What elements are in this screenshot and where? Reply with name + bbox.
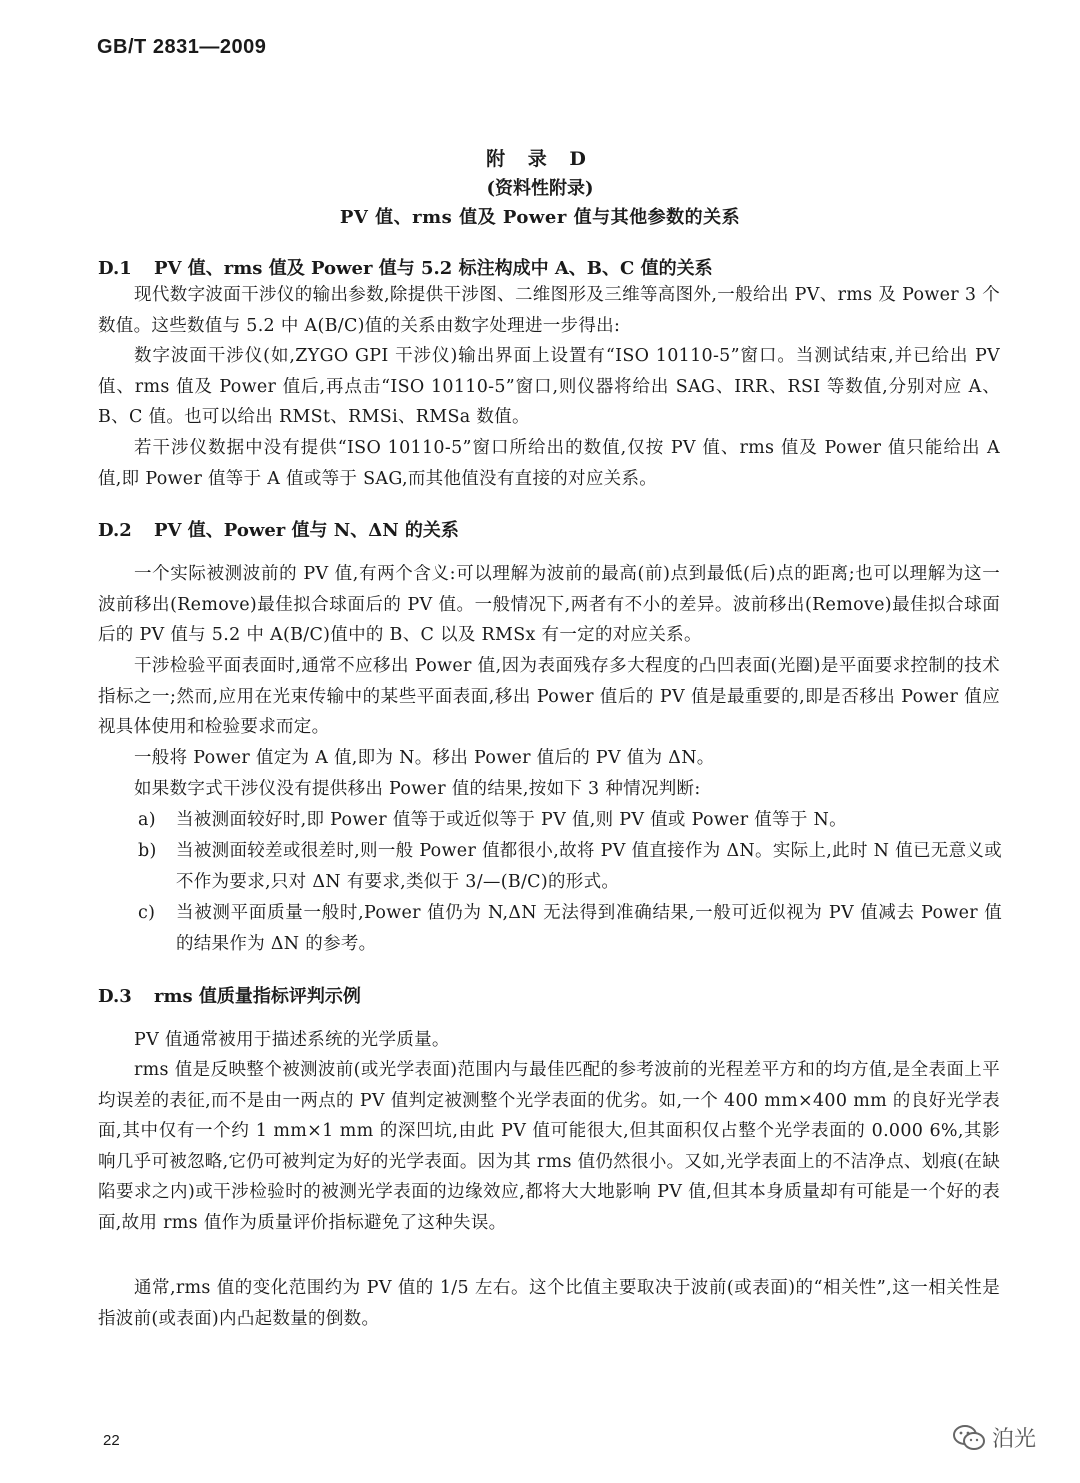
section-title: PV 值、Power 值与 N、ΔN 的关系 bbox=[154, 520, 459, 541]
paragraph: 一般将 Power 值定为 A 值,即为 N。移出 Power 值后的 PV 值为 ΔN。 bbox=[134, 748, 715, 768]
list-item bbox=[140, 805, 1002, 836]
section-number: D.1 bbox=[98, 258, 132, 279]
list-item bbox=[140, 898, 1002, 959]
appendix-subtitle: (资料性附录) bbox=[486, 178, 594, 199]
section-heading-d1 bbox=[98, 254, 713, 280]
paragraph: 若干涉仪数据中没有提供“ISO 10110-5”窗口所给出的数值,仅按 PV 值、rms 值及 Power 值只能给出 A 值,即 Power 值等于 A 值或等于 SAG,而其他值没有直接的对应关系。 bbox=[98, 438, 1000, 489]
list-item bbox=[140, 836, 1002, 897]
list-marker: a) bbox=[138, 810, 156, 830]
standard-code: GB/T 2831—2009 bbox=[97, 36, 267, 58]
paragraph: 数字波面干涉仪(如,ZYGO GPI 干涉仪)输出界面上设置有“ISO 10110-5”窗口。当测试结束,并已给出 PV 值、rms 值及 Power 值后,再点击“ISO 10110-5”窗口,则仪器将给出 SAG、IRR、RSI 等数值,分别对应 A、B、C 值。也可以给出 RMSt、RMSi、RMSa 数值。 bbox=[98, 346, 1000, 427]
section-number: D.2 bbox=[98, 520, 132, 541]
list-item-text: 当被测面较差或很差时,则一般 Power 值都很小,故将 PV 值直接作为 ΔN。实际上,此时 N 值已无意义或不作为要求,只对 ΔN 有要求,类似于 3/—(B/C)的形式。 bbox=[176, 841, 1002, 892]
watermark bbox=[952, 1422, 1036, 1453]
section-title: PV 值、rms 值及 Power 值与 5.2 标注构成中 A、B、C 值的关系 bbox=[154, 258, 713, 279]
appendix-main-title: PV 值、rms 值及 Power 值与其他参数的关系 bbox=[339, 207, 741, 228]
wechat-icon bbox=[952, 1423, 986, 1453]
section-title: rms 值质量指标评判示例 bbox=[154, 986, 361, 1007]
paragraph: 现代数字波面干涉仪的输出参数,除提供干涉图、二维图形及三维等高图外,一般给出 PV、rms 及 Power 3 个数值。这些数值与 5.2 中 A(B/C)值的关系由数字处理进一步得出: bbox=[98, 285, 1000, 336]
page-number: 22 bbox=[103, 1432, 120, 1449]
appendix-title: 附 录 D bbox=[486, 148, 594, 170]
paragraph: 通常,rms 值的变化范围约为 PV 值的 1/5 左右。这个比值主要取决于波前(或表面)的“相关性”,这一相关性是指波前(或表面)内凸起数量的倒数。 bbox=[98, 1278, 1000, 1329]
paragraph: rms 值是反映整个被测波前(或光学表面)范围内与最佳匹配的参考波前的光程差平方和的均方值,是全表面上平均误差的表征,而不是由一两点的 PV 值判定被测整个光学表面的优劣。如,一个 400 mm×400 mm 的良好光学表面,其中仅有一个约 1 mm×1 mm 的深凹坑,由此 PV 值可能很大,但其面积仅占整个光学表面的 0.000 6%,其影响几乎可被忽略,它仍可被判定为好的光学表面。因为其 rms 值仍然很小。又如,光学表面上的不洁净点、划痕(在缺陷要求之内)或干涉检验时的被测光学表面的边缘效应,都将大大地影响 PV 值,但其本身质量却有可能是一个好的表面,故用 rms 值作为质量评价指标避免了这种失误。 bbox=[98, 1060, 1001, 1233]
section-heading-d3 bbox=[98, 982, 361, 1008]
watermark-text: 泊光 bbox=[992, 1427, 1037, 1452]
list-marker: c) bbox=[138, 903, 156, 923]
list-marker: b) bbox=[138, 841, 157, 861]
section-number: D.3 bbox=[98, 986, 132, 1007]
list-item-text: 当被测面较好时,即 Power 值等于或近似等于 PV 值,则 PV 值或 Power 值等于 N。 bbox=[176, 810, 847, 830]
list-item-text: 当被测平面质量一般时,Power 值仍为 N,ΔN 无法得到准确结果,一般可近似视为 PV 值减去 Power 值的结果作为 ΔN 的参考。 bbox=[176, 903, 1002, 954]
paragraph: 如果数字式干涉仪没有提供移出 Power 值的结果,按如下 3 种情况判断: bbox=[134, 779, 701, 799]
paragraph: PV 值通常被用于描述系统的光学质量。 bbox=[134, 1030, 450, 1050]
paragraph: 一个实际被测波前的 PV 值,有两个含义:可以理解为波前的最高(前)点到最低(后)点的距离;也可以理解为这一波前移出(Remove)最佳拟合球面后的 PV 值。一般情况下,两者有不小的差异。波前移出(Remove)最佳拟合球面后的 PV 值与 5.2 中 A(B/C)值中的 B、C 以及 RMSx 有一定的对应关系。 bbox=[98, 564, 1000, 645]
section-heading-d2 bbox=[98, 516, 459, 542]
paragraph: 干涉检验平面表面时,通常不应移出 Power 值,因为表面残存多大程度的凸凹表面(光圈)是平面要求控制的技术指标之一;然而,应用在光束传输中的某些平面表面,移出 Power 值后的 PV 值是最重要的,即是否移出 Power 值应视具体使用和检验要求而定。 bbox=[98, 656, 1000, 737]
